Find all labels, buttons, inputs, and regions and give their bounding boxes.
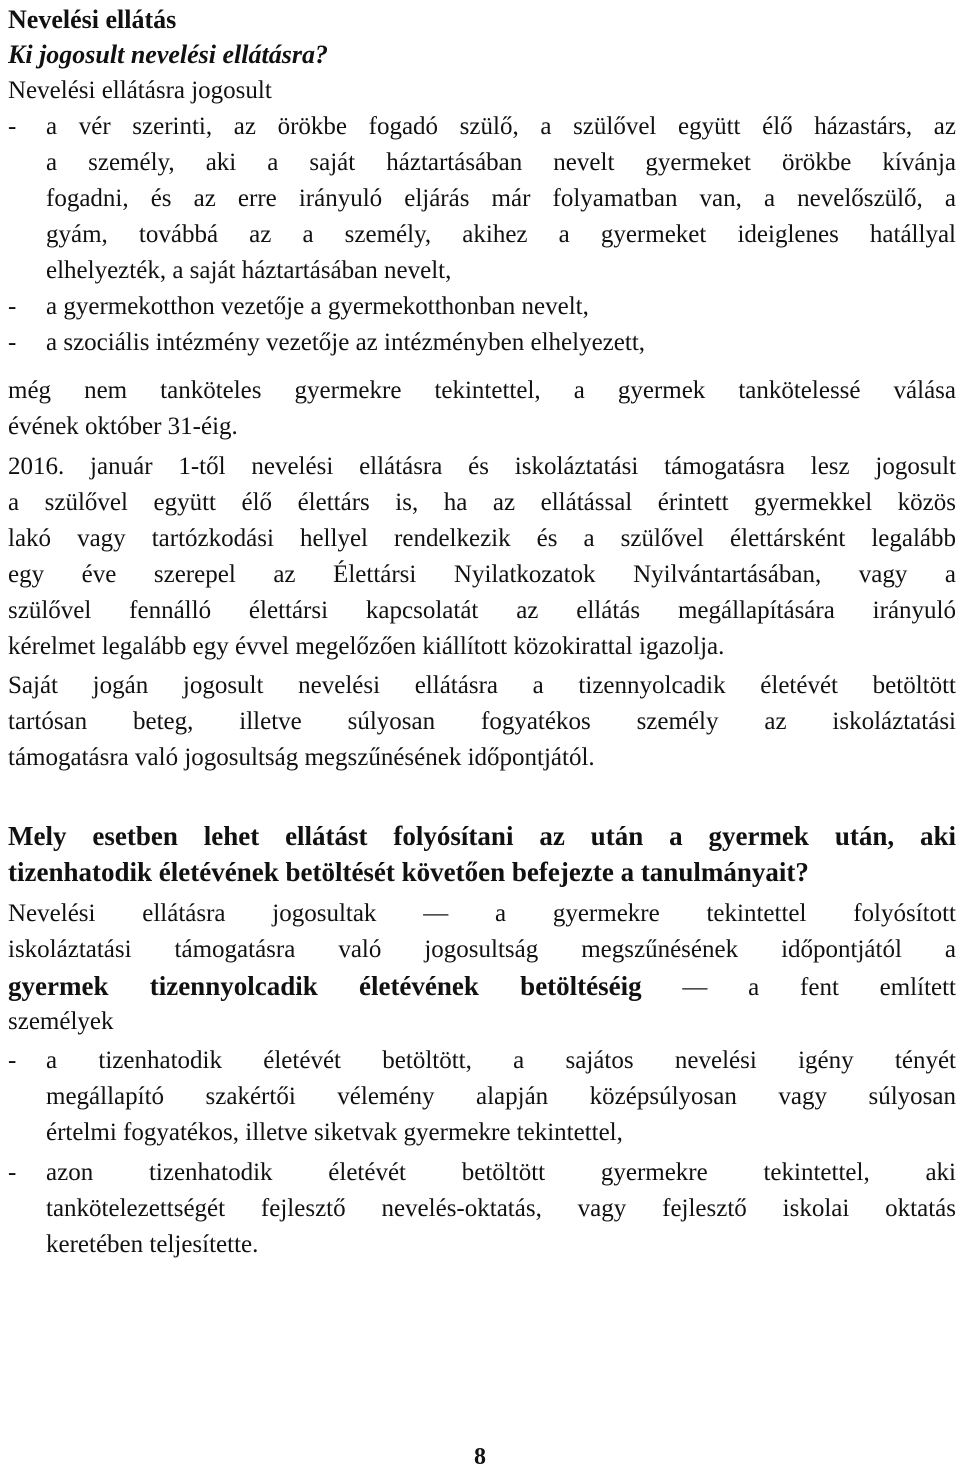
- para2-line: a szülővel együtt élő élettárs is, ha az ellátással érintett gyermekkel közös: [8, 489, 956, 516]
- list-marker: -: [8, 1047, 17, 1074]
- para4-bold-text: gyermek tizennyolcadik életévének betöltéséig: [8, 971, 642, 1001]
- para4-line3: [8, 968, 956, 1004]
- list1-item1-line: gyám, továbbá az a személy, akihez a gyermeket ideiglenes hatállyal: [46, 221, 956, 248]
- list1-item1-line: a vér szerinti, az örökbe fogadó szülő, a szülővel együtt élő házastárs, az: [46, 113, 956, 140]
- list2-item2-line: keretében teljesítette.: [46, 1231, 259, 1258]
- list1-item1-line: fogadni, és az erre irányuló eljárás már folyamatban van, a nevelőszülő, a: [46, 185, 956, 212]
- para3-line: támogatásra való jogosultság megszűnésének időpontjától.: [8, 744, 595, 771]
- list-marker: -: [8, 1159, 17, 1186]
- para4-line2: iskoláztatási támogatásra való jogosultság megszűnésének időpontjától a: [8, 936, 956, 963]
- list1-item2: a gyermekotthon vezetője a gyermekotthonban nevelt,: [46, 293, 589, 320]
- para4-line1: [8, 896, 956, 932]
- list-marker: -: [8, 329, 17, 356]
- para2-line: 2016. január 1-től nevelési ellátásra és iskoláztatási támogatásra lesz jogosult: [8, 453, 956, 480]
- para2-line: lakó vagy tartózkodási hellyel rendelkezik és a szülővel élettársként legalább: [8, 525, 956, 552]
- em-dash: —: [682, 974, 708, 1001]
- question-heading-1: Ki jogosult nevelési ellátásra?: [8, 40, 328, 69]
- list2-item1-line: megállapító szakértői vélemény alapján középsúlyosan vagy súlyosan: [46, 1083, 956, 1110]
- list-marker: -: [8, 113, 17, 140]
- para4-text: a fent említett: [748, 974, 956, 1001]
- para4-text: a gyermekre tekintettel folyósított: [494, 900, 956, 927]
- em-dash: —: [423, 900, 449, 927]
- para4-line4: személyek: [8, 1008, 114, 1035]
- para1-line: még nem tanköteles gyermekre tekintettel, a gyermek tankötelessé válása: [8, 377, 956, 404]
- para3-line: tartósan beteg, illetve súlyosan fogyatékos személy az iskoláztatási: [8, 708, 956, 735]
- para3-line: Saját jogán jogosult nevelési ellátásra a tizennyolcadik életévét betöltött: [8, 672, 956, 699]
- para2-line: egy éve szerepel az Élettársi Nyilatkozatok Nyilvántartásában, vagy a: [8, 561, 956, 588]
- list2-item1-line: értelmi fogyatékos, illetve siketvak gyermekre tekintettel,: [46, 1119, 623, 1146]
- list2-item1-line: a tizenhatodik életévét betöltött, a sajátos nevelési igény tényét: [46, 1047, 956, 1074]
- para2-line: kérelmet legalább egy évvel megelőzően kiállított közokirattal igazolja.: [8, 633, 725, 660]
- list-marker: -: [8, 293, 17, 320]
- list1-item3: a szociális intézmény vezetője az intézményben elhelyezett,: [46, 329, 646, 356]
- para2-line: szülővel fennálló élettársi kapcsolatát az ellátás megállapítására irányuló: [8, 597, 956, 624]
- page-number: 8: [474, 1444, 486, 1470]
- list1-item1-line: elhelyezték, a saját háztartásában nevelt,: [46, 257, 452, 284]
- list1-item1-line: a személy, aki a saját háztartásában nevelt gyermeket örökbe kívánja: [46, 149, 956, 176]
- para1-line: évének október 31-éig.: [8, 413, 238, 440]
- list2-item2-line: tankötelezettségét fejlesztő nevelés-oktatás, vagy fejlesztő iskolai oktatás: [46, 1195, 956, 1222]
- document-title: Nevelési ellátás: [8, 5, 177, 34]
- question-heading-2: Mely esetben lehet ellátást folyósítani az után a gyermek után, aki: [8, 821, 956, 851]
- list2-item2-line: azon tizenhatodik életévét betöltött gyermekre tekintettel, aki: [46, 1159, 956, 1186]
- para4-text: Nevelési ellátásra jogosultak: [8, 900, 377, 927]
- question-heading-2: tizenhatodik életévének betöltését követően befejezte a tanulmányait?: [8, 857, 809, 887]
- intro-line: Nevelési ellátásra jogosult: [8, 77, 272, 104]
